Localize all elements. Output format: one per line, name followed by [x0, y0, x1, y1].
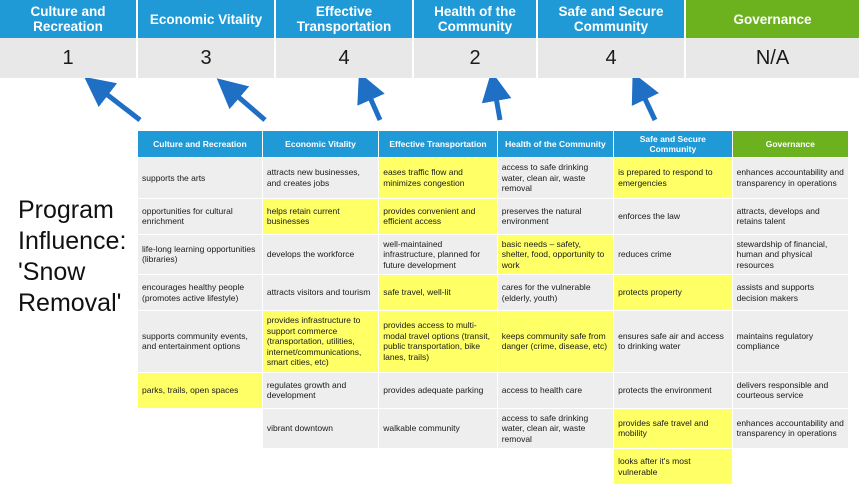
table-row: [138, 234, 849, 275]
matrix-column-header-4: Health of the Community: [497, 131, 613, 158]
matrix-cell-r5-c1: supports community events, and entertainment options: [138, 311, 263, 373]
matrix-cell-r2-c3: provides convenient and efficient access: [379, 198, 498, 234]
table-row: [138, 158, 849, 199]
matrix-cell-r6-c1: parks, trails, open spaces: [138, 372, 263, 408]
priority-header-2: Economic Vitality: [138, 0, 276, 38]
matrix-cell-r7-c3: walkable community: [379, 408, 498, 449]
matrix-cell-r1-c1: supports the arts: [138, 158, 263, 199]
priority-header-4: Health of the Community: [414, 0, 538, 38]
table-row: [138, 198, 849, 234]
table-row: [138, 372, 849, 408]
table-row: [138, 275, 849, 311]
matrix-cell-r4-c5: protects property: [614, 275, 733, 311]
matrix-cell-r2-c5: enforces the law: [614, 198, 733, 234]
matrix-cell-r2-c4: preserves the natural environment: [497, 198, 613, 234]
matrix-cell-r1-c4: access to safe drinking water, clean air, waste removal: [497, 158, 613, 199]
matrix-cell-r1-c2: attracts new businesses, and creates jobs: [262, 158, 378, 199]
matrix-cell-r3-c5: reduces crime: [614, 234, 733, 275]
matrix-cell-r6-c3: provides adequate parking: [379, 372, 498, 408]
arrow-5: [639, 86, 655, 120]
priority-score-1: 1: [0, 38, 138, 78]
matrix-cell-r6-c5: protects the environment: [614, 372, 733, 408]
table-row: [138, 408, 849, 449]
arrow-1: [96, 86, 140, 120]
priority-header-5: Safe and Secure Community: [538, 0, 686, 38]
matrix-cell-r4-c1: encourages healthy people (promotes active lifestyle): [138, 275, 263, 311]
priority-score-row: [0, 38, 859, 78]
arrow-2: [228, 88, 265, 120]
matrix-cell-r8-c4: [497, 449, 613, 485]
matrix-cell-r8-c6: [732, 449, 848, 485]
matrix-cell-r3-c6: stewardship of financial, human and physical resources: [732, 234, 848, 275]
matrix-cell-r1-c3: eases traffic flow and minimizes congestion: [379, 158, 498, 199]
matrix-cell-r4-c2: attracts visitors and tourism: [262, 275, 378, 311]
matrix-cell-r8-c1: [138, 449, 263, 485]
priority-score-5: 4: [538, 38, 686, 78]
matrix-cell-r2-c1: opportunities for cultural enrichment: [138, 198, 263, 234]
matrix-cell-r7-c1: [138, 408, 263, 449]
matrix-cell-r6-c2: regulates growth and development: [262, 372, 378, 408]
matrix-cell-r6-c6: delivers responsible and courteous service: [732, 372, 848, 408]
table-row: [138, 311, 849, 373]
matrix-body: [138, 158, 849, 485]
matrix-cell-r4-c6: assists and supports decision makers: [732, 275, 848, 311]
matrix-cell-r3-c4: basic needs – safety, shelter, food, opportunity to work: [497, 234, 613, 275]
matrix-cell-r5-c5: ensures safe air and access to drinking water: [614, 311, 733, 373]
matrix-cell-r8-c2: [262, 449, 378, 485]
matrix-column-header-1: Culture and Recreation: [138, 131, 263, 158]
matrix-cell-r7-c2: vibrant downtown: [262, 408, 378, 449]
matrix-cell-r2-c2: helps retain current businesses: [262, 198, 378, 234]
matrix-cell-r5-c3: provides access to multi-modal travel options (transit, public transportation, bike lanes, trails): [379, 311, 498, 373]
matrix-column-header-5: Safe and Secure Community: [614, 131, 733, 158]
matrix-cell-r6-c4: access to health care: [497, 372, 613, 408]
priority-score-2: 3: [138, 38, 276, 78]
matrix-column-header-3: Effective Transportation: [379, 131, 498, 158]
matrix-cell-r8-c5: looks after it's most vulnerable: [614, 449, 733, 485]
matrix-cell-r3-c1: life-long learning opportunities (libraries): [138, 234, 263, 275]
strategic-priorities-header: [0, 0, 859, 38]
matrix-cell-r5-c6: maintains regulatory compliance: [732, 311, 848, 373]
priorities-matrix: [137, 130, 849, 485]
priority-header-3: Effective Transportation: [276, 0, 414, 38]
arrow-4: [494, 86, 500, 120]
matrix-cell-r7-c5: provides safe travel and mobility: [614, 408, 733, 449]
matrix-cell-r2-c6: attracts, develops and retains talent: [732, 198, 848, 234]
matrix-cell-r3-c2: develops the workforce: [262, 234, 378, 275]
priority-score-3: 4: [276, 38, 414, 78]
arrow-layer: [0, 78, 859, 130]
matrix-cell-r7-c4: access to safe drinking water, clean air, waste removal: [497, 408, 613, 449]
arrow-3: [365, 86, 380, 120]
priority-header-6: Governance: [686, 0, 859, 38]
table-row: [138, 449, 849, 485]
matrix-cell-r1-c5: is prepared to respond to emergencies: [614, 158, 733, 199]
matrix-cell-r5-c2: provides infrastructure to support commerce (transportation, utilities, internet/communications, smart cities, etc): [262, 311, 378, 373]
page-title: Program Influence: 'Snow Removal': [18, 196, 127, 317]
matrix-cell-r4-c4: cares for the vulnerable (elderly, youth): [497, 275, 613, 311]
priority-score-6: N/A: [755, 46, 790, 69]
matrix-cell-r8-c3: [379, 449, 498, 485]
matrix-cell-r4-c3: safe travel, well-lit: [379, 275, 498, 311]
matrix-cell-r7-c6: enhances accountability and transparency in operations: [732, 408, 848, 449]
matrix-cell-r5-c4: keeps community safe from danger (crime, disease, etc): [497, 311, 613, 373]
matrix-column-header-6: Governance: [732, 131, 848, 158]
matrix-cell-r3-c3: well-maintained infrastructure, planned for future development: [379, 234, 498, 275]
priority-header-1: Culture and Recreation: [0, 0, 138, 38]
priority-score-4: 2: [414, 38, 538, 78]
matrix-column-header-2: Economic Vitality: [262, 131, 378, 158]
matrix-header-row: [138, 131, 849, 158]
matrix-cell-r1-c6: enhances accountability and transparency in operations: [732, 158, 848, 199]
